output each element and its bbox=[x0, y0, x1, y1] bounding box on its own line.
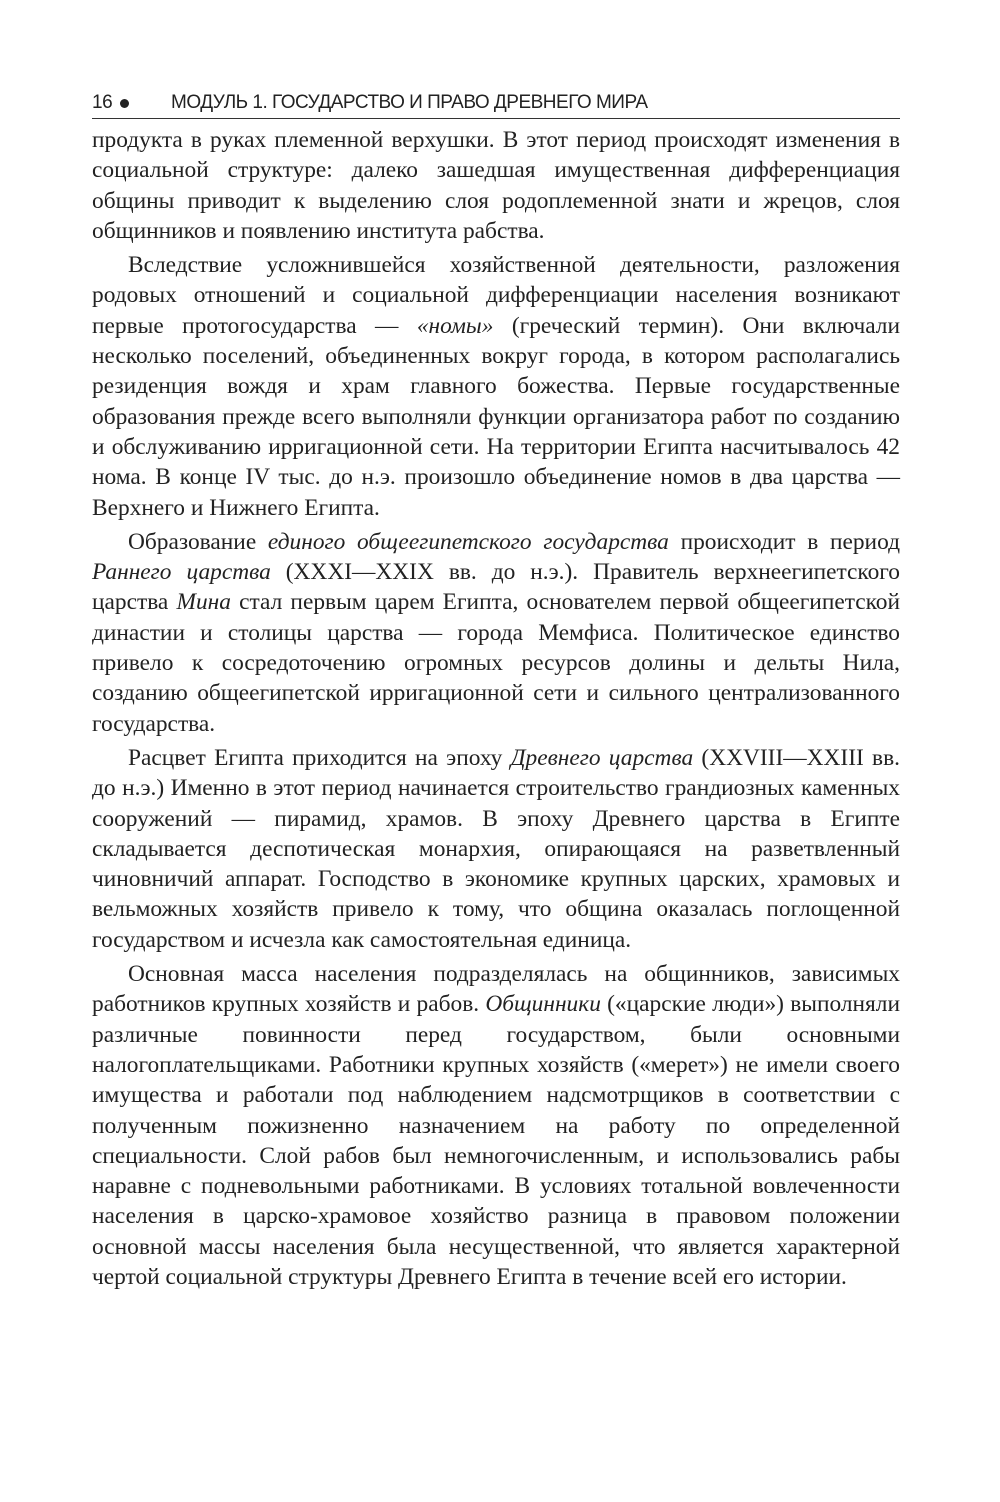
paragraph bbox=[92, 743, 900, 955]
italic-term: Общинники bbox=[485, 991, 601, 1018]
body-text bbox=[92, 125, 900, 1292]
running-header bbox=[92, 88, 900, 119]
paragraph bbox=[92, 125, 900, 246]
italic-term: Древнего царства bbox=[510, 744, 694, 771]
paragraph bbox=[92, 250, 900, 523]
italic-term: «номы» bbox=[416, 312, 494, 339]
italic-term: Раннего царства bbox=[92, 559, 271, 586]
page bbox=[92, 88, 900, 1292]
bullet-icon bbox=[120, 99, 129, 108]
page-number: 16 bbox=[92, 92, 113, 113]
paragraph-text: Вследствие усложнившейся хозяйственной деятельности, разложения родовых отношений и социальной дифференциации населения возникают первые протогосударства — bbox=[92, 252, 900, 339]
paragraph-text: (XXXI—XXIX вв. до н.э.). Правитель верхнеегипетского царства bbox=[92, 559, 900, 616]
paragraph-text: происходит в период bbox=[668, 528, 900, 555]
paragraph-text: (греческий термин). Они включали несколько поселений, объединенных вокруг города, в котором располагались резиденция вождя и храм главного божества. Первые государственные образования прежде всего выполняли функции организатора работ по созданию и обслуживанию ирригационной сети. На территории Египта насчитывалось 42 нома. В конце IV тыс. до н.э. произошло объединение номов в два царства — Верхнего и Нижнего Египта. bbox=[92, 312, 900, 521]
paragraph-text: Расцвет Египта приходится на эпоху bbox=[128, 744, 511, 771]
paragraph-text: Образование bbox=[128, 528, 268, 555]
paragraph-text: Основная масса населения подразделялась на общинников, зависимых работников крупных хозяйств и рабов. bbox=[92, 961, 900, 1018]
italic-term: Мина bbox=[176, 589, 231, 616]
paragraph-text: («царские люди») выполняли различные повинности перед государством, были основными налогоплательщиками. Работники крупных хозяйств («мерет») не имели своего имущества и работали под наблюдением надсмотрщиков в соответствии с полученным пожизненно назначением на работу по определенной специальности. Слой рабов был немногочисленным, и использовались рабы наравне с подневольными работниками. В условиях тотальной вовлеченности населения в царско-храмовое хозяйство разница в правовом положении основной массы населения была несущественной, что является характерной чертой социальной структуры Древнего Египта в течение всей его истории. bbox=[92, 991, 900, 1290]
paragraph-text: стал первым царем Египта, основателем первой общеегипетской династии и столицы царства — города Мемфиса. Политическое единство привело к сосредоточению огромных ресурсов долины и дельты Нила, созданию общеегипетской ирригационной сети и сильного централизованного государства. bbox=[92, 589, 900, 737]
paragraph bbox=[92, 959, 900, 1292]
paragraph-text: (XXVIII—XXIII вв. до н.э.) Именно в этот период начинается строительство грандиозных каменных сооружений — пирамид, храмов. В эпоху Древнего царства в Египте складывается деспотическая монархия, опирающаяся на разветвленный чиновничий аппарат. Господство в экономике крупных царских, храмовых и вельможных хозяйств привело к тому, что община оказалась поглощенной государством и исчезла как самостоятельная единица. bbox=[92, 744, 900, 953]
running-title: МОДУЛЬ 1. ГОСУДАРСТВО И ПРАВО ДРЕВНЕГО МИРА bbox=[171, 92, 648, 113]
paragraph-text: продукта в руках племенной верхушки. В этот период происходят изменения в социальной структуре: далеко зашедшая имущественная дифференциация общины приводит к выделению слоя родоплеменной знати и жрецов, слоя общинников и появлению института рабства. bbox=[92, 127, 900, 244]
italic-term: единого общеегипетского государства bbox=[267, 528, 669, 555]
paragraph bbox=[92, 527, 900, 739]
